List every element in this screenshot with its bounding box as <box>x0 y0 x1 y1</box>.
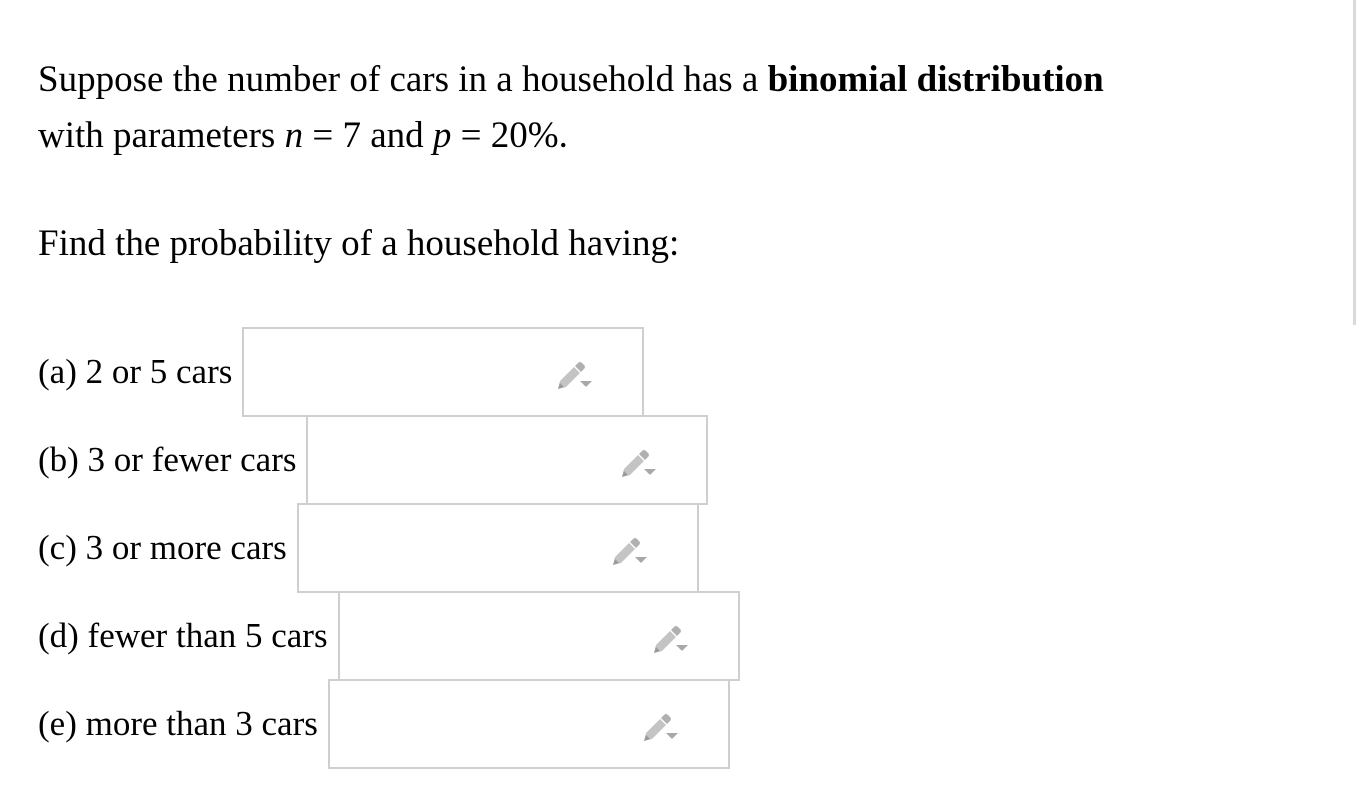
part-c-answer-field[interactable] <box>297 503 699 593</box>
part-c-row <box>38 504 699 592</box>
part-b-label: (b) 3 or fewer cars <box>38 440 297 479</box>
part-e-row <box>38 680 730 768</box>
intro-eq1: = 7 and <box>303 115 433 156</box>
math-var-p: p <box>432 115 452 156</box>
pencil-edit-icon[interactable] <box>638 707 682 743</box>
part-e-label: (e) more than 3 cars <box>38 704 318 743</box>
part-d-row <box>38 592 740 680</box>
part-a-row <box>38 328 644 416</box>
part-b-answer-field[interactable] <box>306 415 708 505</box>
pencil-edit-icon[interactable] <box>552 355 596 391</box>
math-var-n: n <box>284 115 304 156</box>
part-c-label: (c) 3 or more cars <box>38 528 287 567</box>
part-a-answer-field[interactable] <box>242 327 644 417</box>
intro-line2-prefix: with parameters <box>38 115 285 156</box>
part-a-label: (a) 2 or 5 cars <box>38 352 233 391</box>
part-d-answer-field[interactable] <box>338 591 740 681</box>
intro-eq2: = 20%. <box>451 115 568 156</box>
intro-bold-text: binomial distribution <box>767 59 1104 100</box>
problem-statement <box>38 52 1238 164</box>
pencil-edit-icon[interactable] <box>607 531 651 567</box>
intro-text: Suppose the number of cars in a household has a <box>38 59 768 100</box>
pencil-edit-icon[interactable] <box>648 619 692 655</box>
pencil-edit-icon[interactable] <box>616 443 660 479</box>
part-e-answer-field[interactable] <box>328 679 730 769</box>
part-d-label: (d) fewer than 5 cars <box>38 616 328 655</box>
part-b-row <box>38 416 708 504</box>
question-prompt: Find the probability of a household having: <box>38 223 680 264</box>
